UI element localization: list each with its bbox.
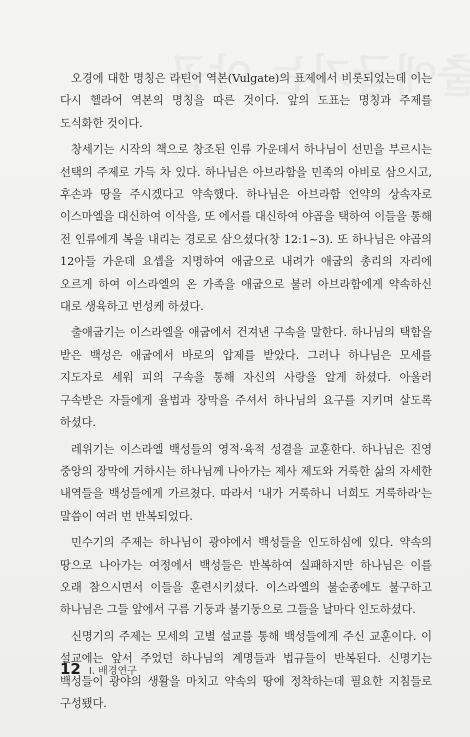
page-footer	[60, 660, 137, 678]
running-head: I. 배경연구	[88, 666, 137, 677]
paragraph-exodus: 출애굽기는 이스라엘을 애굽에서 건져낸 구속을 말한다. 하나님의 택함을 받은 백성은 애굽에서 바로의 압제를 받았다. 그러나 하나님은 모세를 지도자로 세워 피의 구속을 통해 자신의 사랑을 알게 하셨다. 아울러 구속받은 자들에게 율법과 장막을 주셔서 하나님의 요구를 지키며 살도록 하셨다.	[60, 326, 432, 430]
body-text	[60, 68, 432, 719]
page-number: 12	[60, 660, 81, 678]
paragraph-leviticus: 레위기는 이스라엘 백성들의 영적·육적 성결을 교훈한다. 하나님은 진영 중앙의 장막에 거하시는 하나님께 나아가는 제사 제도와 거룩한 삶의 자세한 내역들을 백성들에게 가르쳤다. 따라서 '내가 거룩하니 너희도 거룩하라'는 말씀이 여러 번 반복되었다.	[60, 442, 432, 523]
paragraph-genesis: 창세기는 시작의 책으로 창조된 인류 가운데서 하나님이 선민을 부르시는 선택의 주제로 가득 차 있다. 하나님은 아브라함을 민족의 아비로 삼으시고, 후손과 땅을 주시겠다고 약속했다. 하나님은 아브라함 언약의 상속자로 이스마엘을 대신하여 이삭을, 또 에서를 대신하여 야곱을 택하여 이들을 통해 전 인류에게 복을 내리는 경로로 삼으셨다(창 12:1~3). 또 하나님은 야곱의 12아들 가운데 요셉을 지명하여 애굽으로 내려가 애굽의 총리의 자리에 오르게 하여 이스라엘의 온 가족을 애굽으로 불러 아브라함에게 약속하신 대로 생육하고 번성케 하셨다.	[60, 143, 432, 314]
paragraph-deuteronomy: 신명기의 주제는 모세의 고별 설교를 통해 백성들에게 주신 교훈이다. 이 설교에는 앞서 주었던 하나님의 계명들과 법규들이 반복된다. 신명기는 백성들이 광야의 생활을 마치고 약속의 땅에 정착하는데 필요한 지침들로 구성됐다.	[60, 629, 432, 710]
paragraph-numbers: 민수기의 주제는 하나님이 광야에서 백성들을 인도하심에 있다. 약속의 땅으로 나아가는 여정에서 백성들은 반복하여 실패하지만 하나님은 이를 오래 참으시면서 이들을 훈련시키셨다. 이스라엘의 불순종에도 불구하고 하나님은 그들 앞에서 구름 기둥과 불기둥으로 그들을 날마다 인도하셨다.	[60, 536, 432, 617]
paragraph-intro: 오경에 대한 명칭은 라틴어 역본(Vulgate)의 표제에서 비롯되었는데 이는 다시 헬라어 역본의 명칭을 따른 것이다. 앞의 도표는 명칭과 주제를 도식화한 것이다.	[60, 72, 432, 130]
